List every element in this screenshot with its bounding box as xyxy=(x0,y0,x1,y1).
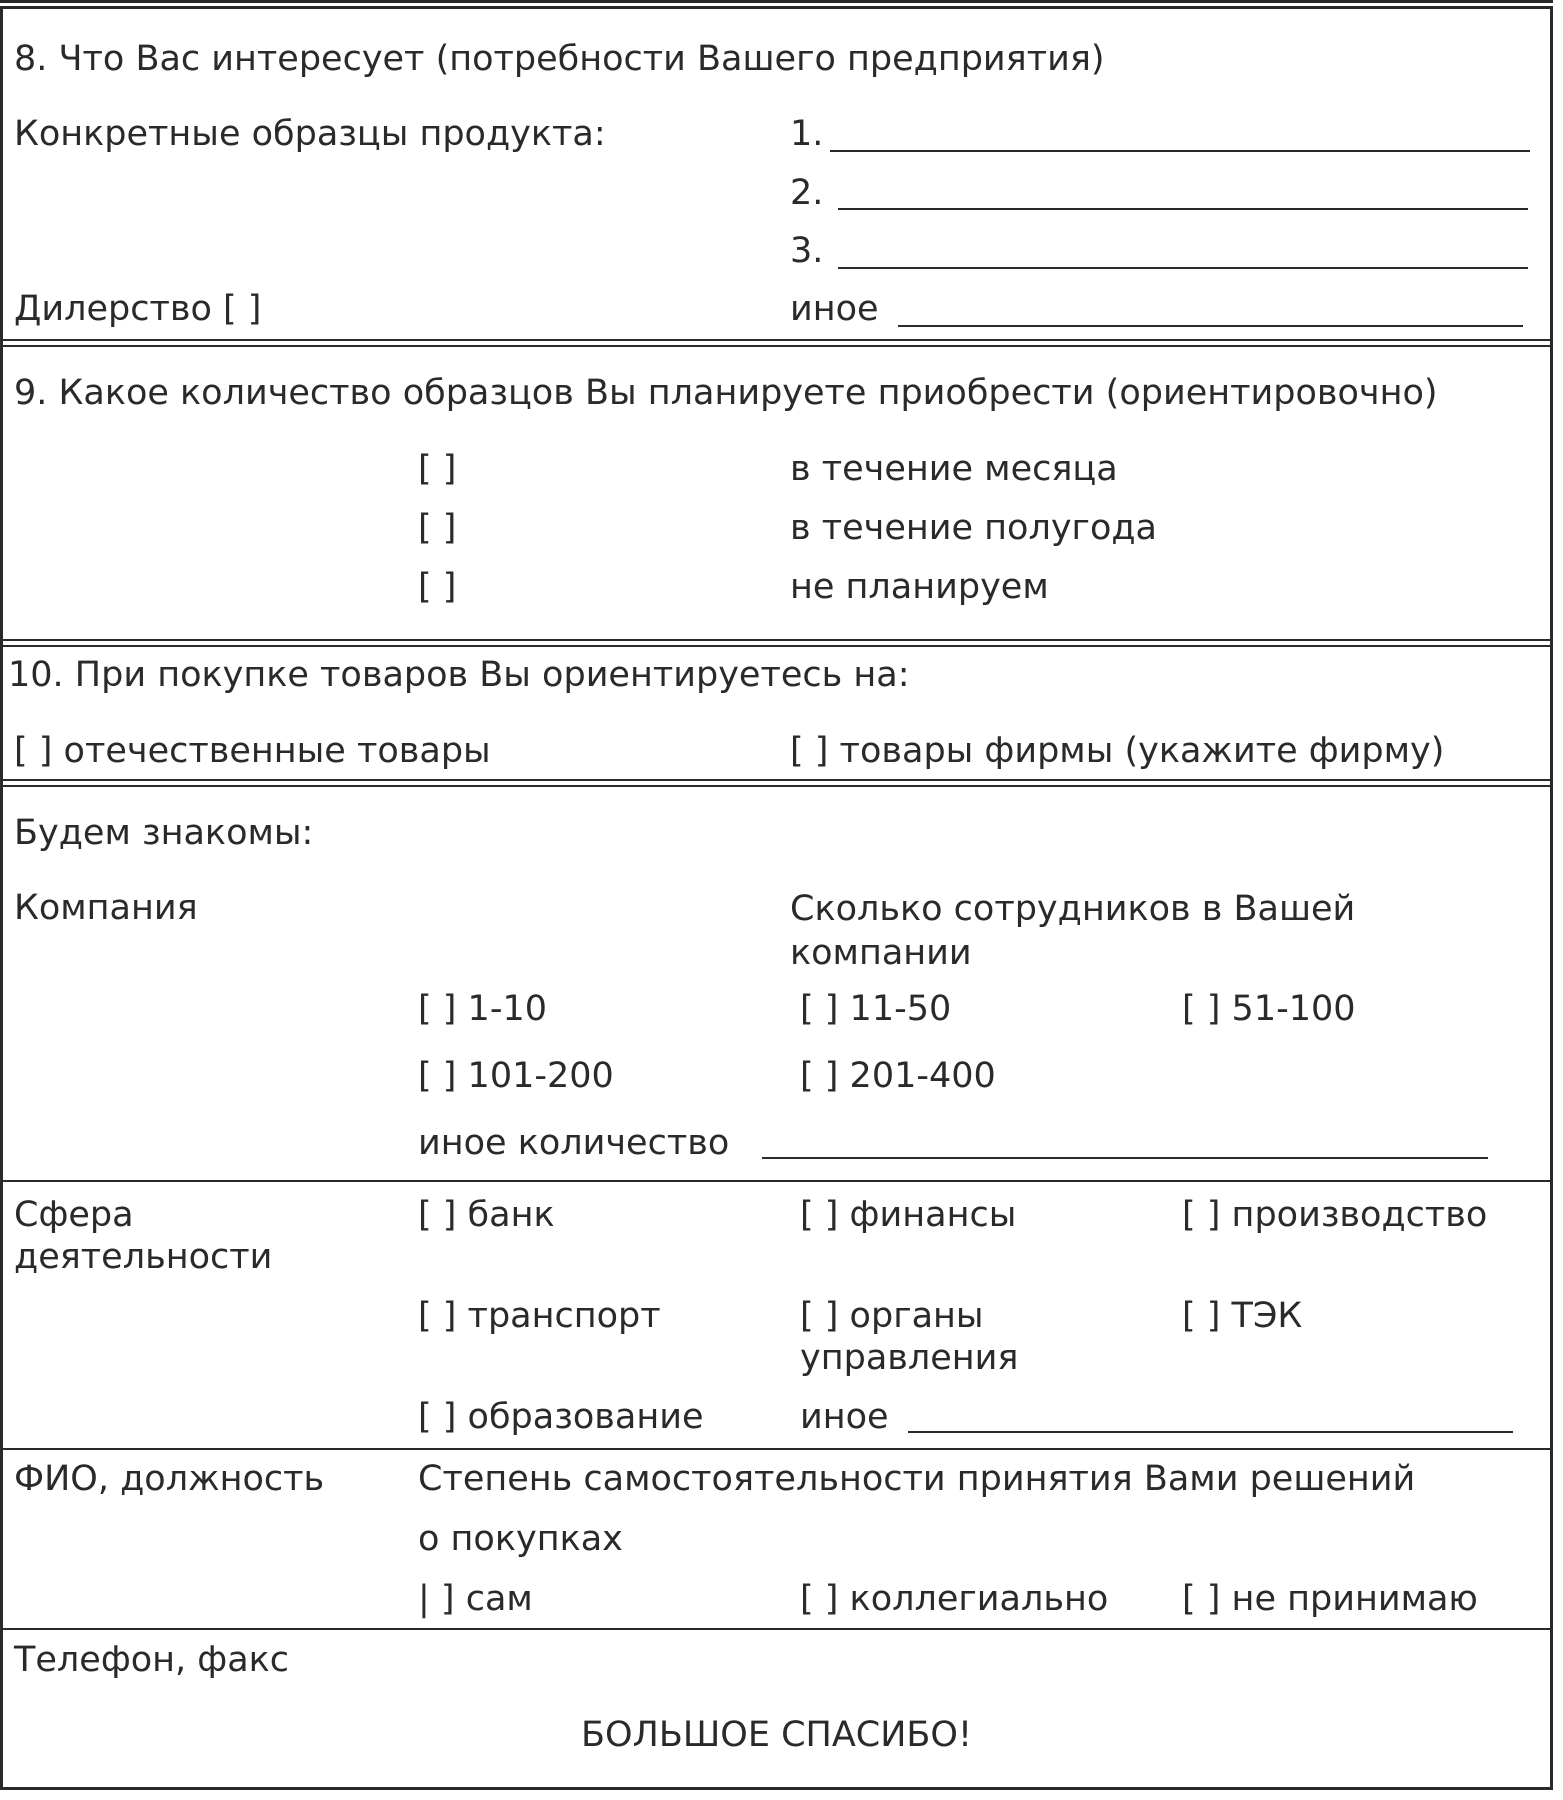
q9-halfyear-label: в течение полугода xyxy=(790,508,1158,548)
sphere-finance-checkbox[interactable]: [ ] финансы xyxy=(800,1195,1017,1235)
section-divider xyxy=(0,779,1553,787)
q8-item3-field[interactable] xyxy=(838,267,1528,269)
sphere-government-checkbox[interactable]: [ ] органы управления xyxy=(800,1296,1019,1378)
phone-fax-label: Телефон, факс xyxy=(14,1640,290,1680)
emp-1-10-checkbox[interactable]: [ ] 1-10 xyxy=(418,989,547,1029)
q8-dealer-checkbox[interactable]: Дилерство [ ] xyxy=(14,289,262,329)
employees-question: Сколько сотрудников в Вашей компании xyxy=(790,889,1356,973)
emp-other-field[interactable] xyxy=(762,1157,1488,1159)
q10-firm-checkbox[interactable]: [ ] товары фирмы (укажите фирму) xyxy=(790,731,1445,771)
sphere-label: Сфера деятельности xyxy=(14,1195,273,1277)
company-label: Компания xyxy=(14,888,198,928)
row-divider xyxy=(0,1448,1553,1450)
q9-none-label: не планируем xyxy=(790,567,1049,607)
q8-item2-field[interactable] xyxy=(838,208,1528,210)
q8-other-label: иное xyxy=(790,289,879,329)
q9-title: 9. Какое количество образцов Вы планируете приобрести (ориентировочно) xyxy=(14,373,1438,413)
decision-self-checkbox[interactable]: | ] сам xyxy=(418,1579,533,1619)
top-border xyxy=(0,0,1553,3)
q9-month-label: в течение месяца xyxy=(790,449,1118,489)
row-divider xyxy=(0,1628,1553,1630)
sphere-other-field[interactable] xyxy=(908,1431,1513,1433)
q9-none-checkbox[interactable]: [ ] xyxy=(418,567,457,607)
section-divider xyxy=(0,339,1553,347)
q8-item3-number: 3. xyxy=(790,231,824,271)
q8-title: 8. Что Вас интересует (потребности Вашего предприятия) xyxy=(14,39,1105,79)
emp-other-label: иное количество xyxy=(418,1123,730,1163)
q8-other-field[interactable] xyxy=(898,325,1523,327)
q8-item2-number: 2. xyxy=(790,173,824,213)
thanks-text: БОЛЬШОЕ СПАСИБО! xyxy=(580,1715,972,1755)
decision-none-checkbox[interactable]: [ ] не принимаю xyxy=(1182,1579,1478,1619)
fio-label: ФИО, должность xyxy=(14,1459,325,1499)
sphere-bank-checkbox[interactable]: [ ] банк xyxy=(418,1195,555,1235)
q8-samples-label: Конкретные образцы продукта: xyxy=(14,114,606,154)
emp-101-200-checkbox[interactable]: [ ] 101-200 xyxy=(418,1056,614,1096)
sphere-transport-checkbox[interactable]: [ ] транспорт xyxy=(418,1296,661,1336)
section-divider xyxy=(0,639,1553,647)
decision-collegial-checkbox[interactable]: [ ] коллегиально xyxy=(800,1579,1109,1619)
emp-11-50-checkbox[interactable]: [ ] 11-50 xyxy=(800,989,952,1029)
decision-question-line2: о покупках xyxy=(418,1519,623,1559)
q10-title: 10. При покупке товаров Вы ориентируетесь на: xyxy=(8,655,910,695)
sphere-education-checkbox[interactable]: [ ] образование xyxy=(418,1397,704,1437)
q8-item1-number: 1. xyxy=(790,114,824,154)
decision-question-line1: Степень самостоятельности принятия Вами решений xyxy=(418,1459,1416,1499)
q9-halfyear-checkbox[interactable]: [ ] xyxy=(418,508,457,548)
q8-item1-field[interactable] xyxy=(830,150,1530,152)
emp-201-400-checkbox[interactable]: [ ] 201-400 xyxy=(800,1056,996,1096)
row-divider xyxy=(0,1180,1553,1182)
q9-month-checkbox[interactable]: [ ] xyxy=(418,449,457,489)
sphere-other-label: иное xyxy=(800,1397,889,1437)
emp-51-100-checkbox[interactable]: [ ] 51-100 xyxy=(1182,989,1356,1029)
sphere-tek-checkbox[interactable]: [ ] ТЭК xyxy=(1182,1296,1303,1336)
acquaint-title: Будем знакомы: xyxy=(14,813,314,853)
q10-domestic-checkbox[interactable]: [ ] отечественные товары xyxy=(14,731,491,771)
sphere-production-checkbox[interactable]: [ ] производство xyxy=(1182,1195,1488,1235)
